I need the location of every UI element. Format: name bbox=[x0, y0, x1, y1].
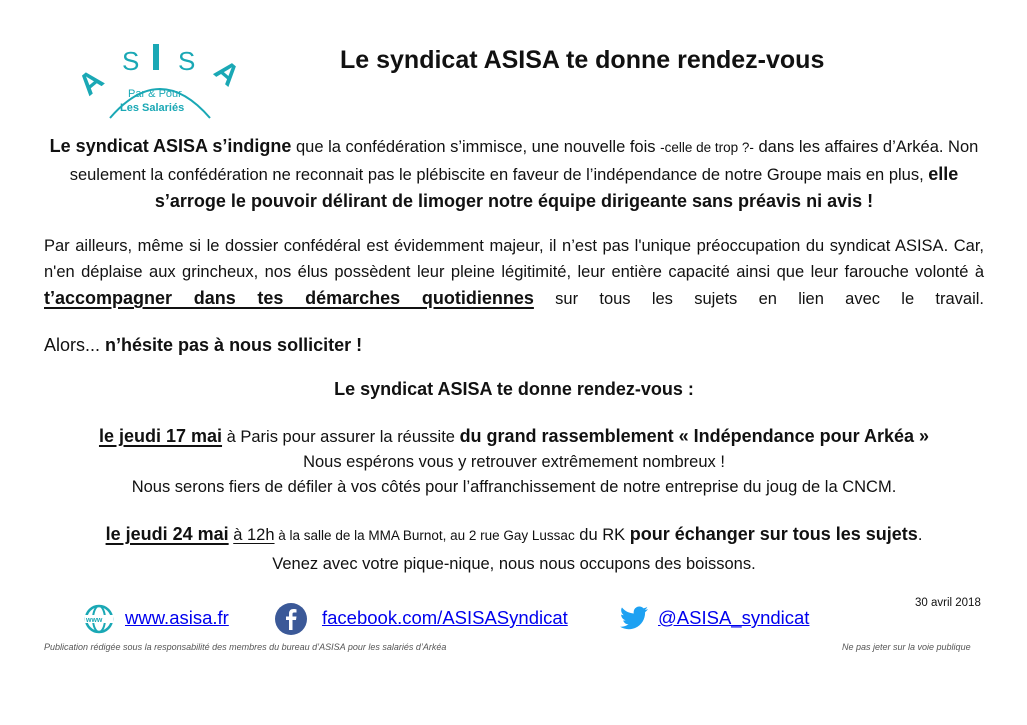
text: que la confédération s’immisce, une nouvelle fois bbox=[291, 138, 661, 156]
publication-date: 30 avril 2018 bbox=[915, 597, 981, 609]
text: à la salle de la MMA Burnot, au 2 rue Gay Lussac bbox=[274, 528, 575, 543]
svg-text:S: S bbox=[178, 46, 196, 76]
paragraph-elus bbox=[44, 233, 984, 312]
svg-text:A: A bbox=[207, 53, 246, 93]
text: Nous espérons vous y retrouver extrêmement nombreux ! bbox=[303, 453, 725, 471]
web-icon bbox=[84, 604, 114, 639]
facebook-link[interactable]: facebook.com/ASISASyndicat bbox=[322, 607, 568, 628]
event-17-mai bbox=[44, 424, 984, 500]
svg-text:www: www bbox=[86, 617, 103, 624]
subtitle: Le syndicat ASISA te donne rendez-vous : bbox=[334, 379, 694, 399]
svg-text:S: S bbox=[122, 46, 140, 76]
disposal-notice: Ne pas jeter sur la voie publique bbox=[842, 642, 971, 652]
text: Venez avec votre pique-nique, nous nous occupons des boissons. bbox=[272, 555, 756, 573]
twitter-icon bbox=[620, 606, 648, 635]
lead-bold: Le syndicat ASISA s’indigne bbox=[49, 136, 292, 156]
event-date: le jeudi 17 mai bbox=[98, 426, 223, 446]
event-date: le jeudi 24 mai bbox=[105, 524, 229, 544]
logo-tagline-2: Les Salariés bbox=[120, 102, 185, 114]
paragraph-solliciter bbox=[44, 332, 984, 358]
asisa-logo bbox=[70, 40, 250, 120]
text: à Paris pour assurer la réussite bbox=[222, 428, 460, 446]
aside: -celle de trop ?- bbox=[660, 140, 754, 155]
text: du RK bbox=[574, 526, 630, 544]
svg-text:A: A bbox=[72, 62, 110, 103]
event-24-mai bbox=[44, 520, 984, 578]
paragraph-indignation bbox=[44, 133, 984, 215]
text: Nous serons fiers de défiler à vos côtés pour l’affranchissement de notre entreprise du joug de la CNCM. bbox=[131, 478, 897, 496]
text: . bbox=[917, 526, 923, 544]
text: Alors... bbox=[44, 335, 106, 355]
logo-tagline-1: Par & Pour bbox=[128, 88, 182, 100]
twitter-link[interactable]: @ASISA_syndicat bbox=[658, 607, 810, 628]
event-time: à 12h bbox=[233, 526, 275, 544]
emphasis: t’accompagner dans tes démarches quotidiennes bbox=[44, 288, 534, 308]
emphasis: elle s’arroge le pouvoir délirant de limoger notre équipe dirigeante sans préavis ni avis ! bbox=[154, 164, 959, 211]
facebook-icon bbox=[275, 603, 307, 640]
text: sur tous les sujets en lien avec le travail. bbox=[533, 290, 984, 308]
website-link[interactable]: www.asisa.fr bbox=[125, 607, 229, 628]
text: Par ailleurs, même si le dossier confédéral est évidemment majeur, il n’est pas l'unique préoccupation du syndicat ASISA. Car, n'en déplaise aux grincheux, nos élus possèdent leur pleine légitimité, leur entière capacité ainsi que leur farouche volonté à bbox=[44, 237, 984, 281]
emphasis: du grand rassemblement « Indépendance pour Arkéa » bbox=[459, 426, 930, 446]
emphasis: n’hésite pas à nous solliciter ! bbox=[105, 335, 363, 355]
emphasis: pour échanger sur tous les sujets bbox=[629, 524, 918, 544]
text: dans les affaires d’Arkéa. Non seulement la confédération ne reconnait pas le plébiscite en faveur de l’indépendance de notre Groupe mais en plus, bbox=[69, 138, 979, 184]
page-title: Le syndicat ASISA te donne rendez-vous bbox=[340, 46, 825, 74]
publication-notice: Publication rédigée sous la responsabilité des membres du bureau d’ASISA pour les salariés d’Arkéa bbox=[44, 642, 447, 652]
